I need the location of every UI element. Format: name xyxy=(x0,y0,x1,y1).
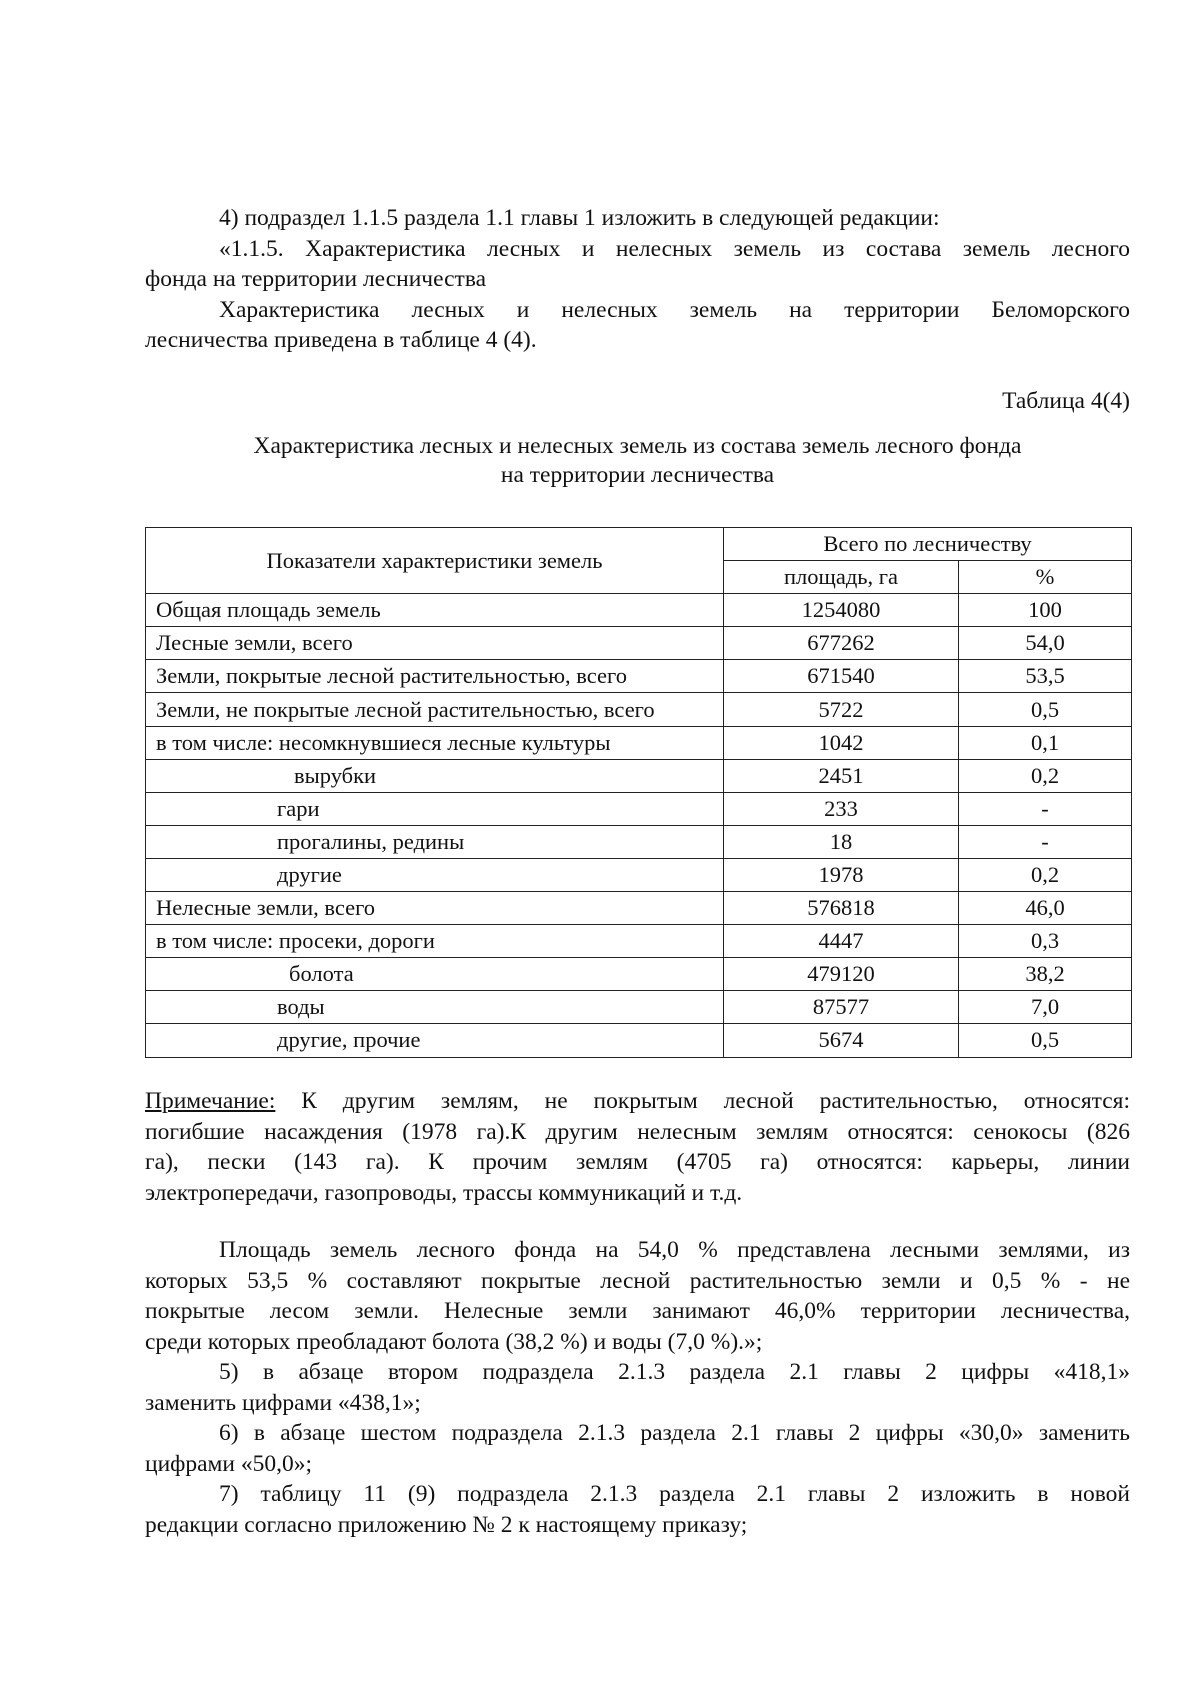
header-indicator: Показатели характеристики земель xyxy=(146,528,724,594)
intro-section xyxy=(145,203,1130,356)
table-row xyxy=(146,792,1132,825)
header-percent: % xyxy=(959,561,1132,594)
row-area: 576818 xyxy=(724,892,959,925)
note-line1 xyxy=(145,1086,1130,1117)
note-line3: га), пески (143 га). К прочим землям (4705 га) относятся: карьеры, линии xyxy=(145,1149,1130,1175)
row-area: 87577 xyxy=(724,991,959,1024)
summary-section xyxy=(145,1235,1130,1540)
row-label: вырубки xyxy=(146,759,724,792)
item-7-line1: 7) таблицу 11 (9) подраздела 2.1.3 раздела 2.1 главы 2 изложить в новой xyxy=(219,1481,1130,1507)
table-header-row xyxy=(146,528,1132,561)
table-row xyxy=(146,759,1132,792)
row-area: 5674 xyxy=(724,1024,959,1057)
header-group: Всего по лесничеству xyxy=(724,528,1132,561)
row-percent: 53,5 xyxy=(959,660,1132,693)
table-row xyxy=(146,1024,1132,1057)
table-row xyxy=(146,594,1132,627)
row-percent: 0,5 xyxy=(959,1024,1132,1057)
row-label: Общая площадь земель xyxy=(146,594,724,627)
intro-heading-line2: фонда на территории лесничества xyxy=(145,266,487,292)
row-label: в том числе: просеки, дороги xyxy=(146,925,724,958)
row-area: 1978 xyxy=(724,858,959,891)
note-label: Примечание: xyxy=(145,1088,276,1114)
table-row xyxy=(146,726,1132,759)
note-line4: электропередачи, газопроводы, трассы коммуникаций и т.д. xyxy=(145,1179,743,1206)
row-area: 479120 xyxy=(724,958,959,991)
summary-line4: среди которых преобладают болота (38,2 %) и воды (7,0 %).»; xyxy=(145,1328,763,1355)
intro-item-4: 4) подраздел 1.1.5 раздела 1.1 главы 1 изложить в следующей редакции: xyxy=(219,205,940,231)
row-area: 5722 xyxy=(724,693,959,726)
row-area: 1042 xyxy=(724,726,959,759)
note-section xyxy=(145,1086,1130,1208)
intro-text-line1: Характеристика лесных и нелесных земель на территории Беломорского xyxy=(219,296,1130,323)
row-percent: 7,0 xyxy=(959,991,1132,1024)
row-percent: 46,0 xyxy=(959,892,1132,925)
row-percent: - xyxy=(959,792,1132,825)
row-percent: 0,5 xyxy=(959,693,1132,726)
table-row xyxy=(146,892,1132,925)
table-title-line2: на территории лесничества xyxy=(500,462,775,488)
table-row xyxy=(146,925,1132,958)
row-percent: 0,2 xyxy=(959,858,1132,891)
row-percent: 38,2 xyxy=(959,958,1132,991)
row-label: в том числе: несомкнувшиеся лесные культуры xyxy=(146,726,724,759)
note-line2: погибшие насаждения (1978 га).К другим нелесным землям относятся: сенокосы (826 xyxy=(145,1118,1130,1145)
row-percent: 0,3 xyxy=(959,925,1132,958)
row-label: прогалины, редины xyxy=(146,825,724,858)
row-percent: 0,1 xyxy=(959,726,1132,759)
row-area: 1254080 xyxy=(724,594,959,627)
row-label: другие xyxy=(146,858,724,891)
table-title xyxy=(145,432,1130,490)
row-area: 677262 xyxy=(724,627,959,660)
item-6-line1: 6) в абзаце шестом подраздела 2.1.3 раздела 2.1 главы 2 цифры «30,0» заменить xyxy=(219,1420,1130,1446)
table-row xyxy=(146,858,1132,891)
table-row xyxy=(146,627,1132,660)
row-label: другие, прочие xyxy=(146,1024,724,1057)
summary-line1: Площадь земель лесного фонда на 54,0 % представлена лесными землями, из xyxy=(219,1237,1130,1263)
intro-heading-line1: «1.1.5. Характеристика лесных и нелесных земель из состава земель лесного xyxy=(219,235,1130,262)
row-label: воды xyxy=(146,991,724,1024)
note-line1-text: К другим землям, не покрытым лесной растительностью, относятся: xyxy=(275,1088,1130,1114)
item-6-line2: цифрами «50,0»; xyxy=(145,1450,313,1477)
row-label: гари xyxy=(146,792,724,825)
row-area: 233 xyxy=(724,792,959,825)
row-label: болота xyxy=(146,958,724,991)
row-label: Лесные земли, всего xyxy=(146,627,724,660)
land-characteristics-table xyxy=(145,527,1132,1058)
table-row xyxy=(146,991,1132,1024)
row-area: 671540 xyxy=(724,660,959,693)
item-5-line1: 5) в абзаце втором подраздела 2.1.3 раздела 2.1 главы 2 цифры «418,1» xyxy=(219,1359,1130,1385)
row-area: 2451 xyxy=(724,759,959,792)
row-percent: 100 xyxy=(959,594,1132,627)
summary-line2: которых 53,5 % составляют покрытые лесной растительностью земли и 0,5 % - не xyxy=(145,1267,1130,1294)
row-percent: 54,0 xyxy=(959,627,1132,660)
header-area: площадь, га xyxy=(724,561,959,594)
item-5-line2: заменить цифрами «438,1»; xyxy=(145,1389,421,1416)
table-row xyxy=(146,660,1132,693)
table-label: Таблица 4(4) xyxy=(1002,388,1130,414)
row-percent: - xyxy=(959,825,1132,858)
row-area: 18 xyxy=(724,825,959,858)
table-title-line1: Характеристика лесных и нелесных земель из состава земель лесного фонда xyxy=(253,433,1022,459)
item-7-line2: редакции согласно приложению № 2 к настоящему приказу; xyxy=(145,1511,748,1538)
intro-text-line2: лесничества приведена в таблице 4 (4). xyxy=(145,327,537,353)
row-percent: 0,2 xyxy=(959,759,1132,792)
row-area: 4447 xyxy=(724,925,959,958)
row-label: Нелесные земли, всего xyxy=(146,892,724,925)
table-row xyxy=(146,693,1132,726)
row-label: Земли, не покрытые лесной растительностью, всего xyxy=(146,693,724,726)
table-row xyxy=(146,825,1132,858)
row-label: Земли, покрытые лесной растительностью, всего xyxy=(146,660,724,693)
table-row xyxy=(146,958,1132,991)
summary-line3: покрытые лесом земли. Нелесные земли занимают 46,0% территории лесничества, xyxy=(145,1298,1130,1324)
